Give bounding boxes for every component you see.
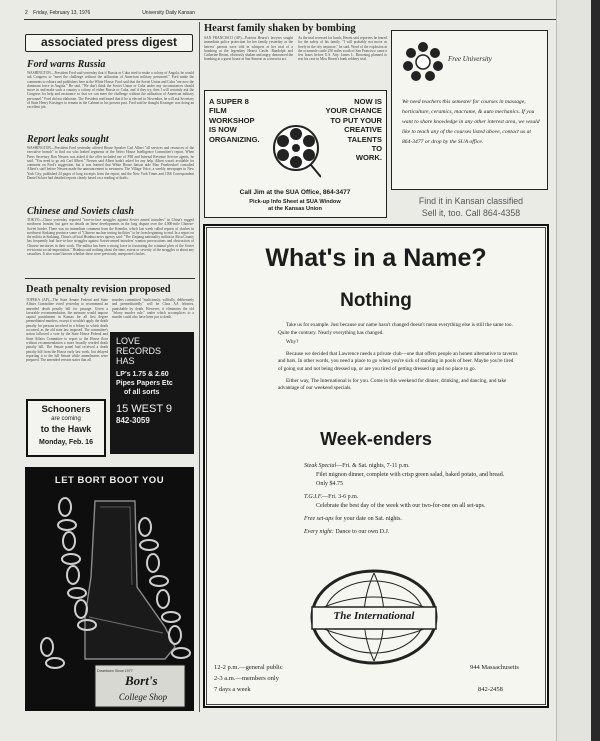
schooners-day: Monday, Feb. 16	[39, 439, 93, 446]
international-p2: Because we decided that Lawrence needs a private club—one that offers people an honest alternative to taverns and bars. In other words, you need a place to go when you're sick of standing in pools of beer. Maybe you're tired of going out and not being dressed up, or are you tired of getting dressed up and no place to go.	[278, 350, 518, 372]
free-university-body: We need teachers this semester for courses in massage, horticulture, ceramics, macrame, & auto mechanics. If you want to share knowledge in any other interest area, we would like to teach any of the courses listed above, contact us at 864-3477 or drop by the SUA office.	[402, 99, 540, 145]
boot-chain-illustration	[25, 467, 194, 711]
super8-right-text: NOW IS YOUR CHANCE TO PUT YOUR CREATIVE TALENTS TO WORK.	[325, 97, 382, 163]
special1-desc: Filet mignon dinner, complete with crisp green salad, baked potato, and bread. Only $4.75	[316, 472, 505, 487]
special3-label: Free set-ups	[304, 516, 334, 522]
schooners-line2: are coming	[51, 416, 81, 422]
bort-sign-shop: College Shop	[118, 692, 168, 702]
special1-when: —Fri. & Sat. nights, 7-11 p.m.	[336, 463, 410, 469]
super8-left-text: A SUPER 8 FILM WORKSHOP IS NOW ORGANIZING.	[209, 97, 260, 144]
love-records-line2: RECORDS	[116, 346, 162, 356]
special2-label: T.G.I.F.	[304, 494, 323, 500]
ap-digest-title: associated press digest	[40, 35, 178, 49]
bort-title: LET BORT BOOT YOU	[54, 475, 165, 486]
special4-label: Every night:	[304, 529, 334, 535]
story-body-china: TOKYO—China yesterday reported "face-to-face struggles against Soviet armed intruders" in China's rugged northwest frontier, but gave no details on these developments in the long dispute over the 4,000-mile Chinese-Soviet border. There was no immediate comment from the Kremlin, which last week called reports of clashes in northwest Sinkiang province some of "Chinese nuclear testing facilities" to be from beginning to end. In a report on the militia in Sinkiang, China's official Hsinhua news agency said: "The Zinjiang nationality militia in Aksu County has frequently had face-to-face struggles against Soviet-armed intruders' wanton provocations and obstruction of Chinese territories in their work. The militia has been a strong force in frustrating the criminal plots of the Soviet revisionist social-imperialists." Hsinhua said nothing about the time, extent or severity of the struggles or about any casualties. It also wasn't known whether these were previously unreported clashes.	[27, 218, 194, 257]
page-number: 2	[25, 10, 28, 16]
special2-desc: Celebrate the best day of the week with our two-for-one on all set-ups.	[316, 503, 486, 509]
film-reel-icon	[271, 123, 321, 179]
love-records-deal3: of all sorts	[124, 389, 160, 396]
super8-film-ad	[204, 90, 387, 218]
story-body-leaks: WASHINGTON—President Ford yesterday offered House Speaker Carl Albert "all services and resources of the executive branch" to find out who leaked segments of the Select House Intelligence Committee's report. When Press Secretary Ron Nessen was asked if the offer included use of FBI and Internal Revenue Service agents, he said, "You need to go ask Carl Albert." Nessen said Albert hadn't asked for any help. Albert wasn't available for comment on Ford's suggestion, but it was learned that White House liaison aide Max Friedersdorf consulted Albert's staff before Nessen made the announcement to newsmen. The Village Voice, a weekly newspaper in New York City, published 24 pages of long excerpts from the report, and the New York Times and CBS Correspondent Daniel Schorr had detailed reports clearly based on a reading of drafts.	[27, 146, 194, 181]
love-records-deal2: Pipes Papers Etc	[116, 380, 173, 387]
hearst-headline: Hearst family shaken by bombing	[204, 23, 356, 34]
bort-boot-ad	[25, 467, 194, 711]
super8-pickup2: at the Kansas Union	[268, 206, 322, 212]
death-penalty-headline: Death penalty revision proposed	[26, 284, 171, 295]
special4-desc: Dance to our own D.J.	[333, 529, 390, 535]
free-university-logo-text: Free University	[448, 55, 492, 63]
story-body-ford: WASHINGTON—President Ford said yesterday that if Russia or Cuba tried to make a colony of Angola, he would ask Congress to "meet the challenge without the utilization of American military personnel." Ford made the comments to editors and publishers here at the White House. Ford said that the Soviet Union and Cuba "are now the dominant force in Angola." He said, "We don't think the Soviet Union or Cuba under any circumstances should move in and make such a country a colony of either Russia or Cuba, and if they try, then I will certainly ask the Congress for help and assistance so that we can meet the challenge without the utilization of American military personnel." Ford did not elaborate. The President reaffirmed that if he is elected in November, he will ask Secretary of State Henry Kissinger to remain in the Cabinet in his present post. Ford said he thought Kissinger was doing an excellent job.	[27, 71, 194, 110]
masthead	[25, 9, 195, 18]
free-university-ad	[391, 30, 548, 190]
hours-days: 7 days a week	[214, 686, 251, 693]
international-title: What's in a Name?	[265, 244, 487, 272]
schooners-ad	[26, 399, 106, 457]
special2-when: —Fri. 3-6 p.m.	[322, 494, 359, 500]
story-headline-leaks: Report leaks sought	[27, 134, 109, 145]
international-subtitle: Nothing	[340, 290, 412, 311]
weekenders-heading: Week-enders	[320, 429, 432, 449]
special1-label: Steak Special	[304, 463, 337, 469]
bort-sign-script: Bort's	[125, 673, 158, 688]
hours-members: 2-3 a.m.—members only	[214, 675, 279, 682]
super8-pickup1: Pick-up Info Sheet at SUA Window	[249, 199, 341, 205]
issue-date: Friday, February 13, 1976	[33, 10, 91, 16]
special3-desc: for your date on Sat. nights.	[333, 516, 402, 522]
schooners-line3: to the Hawk	[40, 424, 92, 434]
classified-line2: Sell it, too. Call 864-4358	[421, 208, 521, 218]
hours-public: 12-2 p.m.—general public	[214, 664, 283, 671]
schooners-line1: Schooners	[41, 404, 91, 415]
international-p1: Take us for example. Just because our name hasn't changed doesn't mean everything else is still the same too. Quite the contrary. Nearly everything has changed.	[278, 322, 513, 336]
international-p3: Either way, The International is for you. Come in this weekend for dinner, drinking, and dancing, and take advantage of our weekend specials.	[278, 377, 507, 392]
international-logo-name: The International	[333, 610, 415, 622]
international-phone: 842-2458	[478, 686, 503, 693]
flower-logo-icon	[398, 39, 448, 85]
love-records-ad	[110, 332, 194, 454]
love-records-phone: 842-3059	[116, 416, 150, 425]
bort-sign-small: Downtown Since 1977	[97, 669, 133, 673]
super8-call: Call Jim at the SUA Office, 864-3477	[239, 189, 351, 196]
international-address: 944 Massachusetts	[470, 664, 519, 671]
classified-line1: Find it in Kansan classified	[418, 196, 524, 206]
love-records-line3: HAS	[116, 356, 135, 366]
love-records-line1: LOVE	[116, 336, 141, 346]
paper-name: University Daily Kansan	[142, 10, 195, 16]
international-p1b: Why?	[286, 339, 299, 346]
death-penalty-col1: TOPEKA (AP)—The State Senate Federal and State Affairs Committee voted yesterday to recommend an amended death penalty bill for passage. Given a favorable recommendation, the measure would impose capital punishment in Kansas for all first degree premeditated murders, except it wouldn't apply the death penalty for persons involved in a felony in which death occurred, as the old state law imposed. The committee's action followed a vote by the State House Federal and State Affairs Committee to report to the House floor without recommendation a more broadly worded death penalty bill. The Senate panel had received a death penalty bill from the House early last week, but delayed reporting it to the full Senate while amendments were prepared. The amended version states that all	[26, 298, 108, 363]
ap-digest-banner	[25, 34, 193, 52]
love-records-deal1: LP's 1.75 & 2.60	[116, 371, 169, 378]
hearst-col1: SAN FRANCISCO (AP)—Patricia Hearst's lawyers sought immediate police protection for her family yesterday as the heiress' parents were told in whispers at her trial of a bombing at the legendary Hearst Castle. Randolph and Catherine Hearst, obviously shaken and angry, denounced the bombing at a guest house at San Simeon as a terrorist act.	[204, 36, 293, 62]
love-records-address: 15 WEST 9	[116, 403, 173, 415]
story-headline-ford: Ford warns Russia	[27, 59, 106, 70]
hearst-col2: As the trial recessed for lunch, Hearst said reporters he feared for the safety of his family. "I will probably not move as freely in the city anymore," he said. Word of the explosion at the oceanside castle 250 miles south of San Francisco came a few hours before U.S. Atty. James L. Browning planned to rest his case in Miss Hearst's bank robbery trial.	[298, 36, 387, 62]
adjacent-page-dark-strip	[591, 0, 600, 741]
story-headline-china: Chinese and Soviets clash	[27, 206, 134, 217]
death-penalty-col2: murders committed "maliciously, willfully, deliberately and premeditatedly" will be Class AA felonies, punishable by death. However, it eliminates the old "felony murder rule," under which accomplices to a murder could also have been put to death.	[112, 298, 194, 320]
